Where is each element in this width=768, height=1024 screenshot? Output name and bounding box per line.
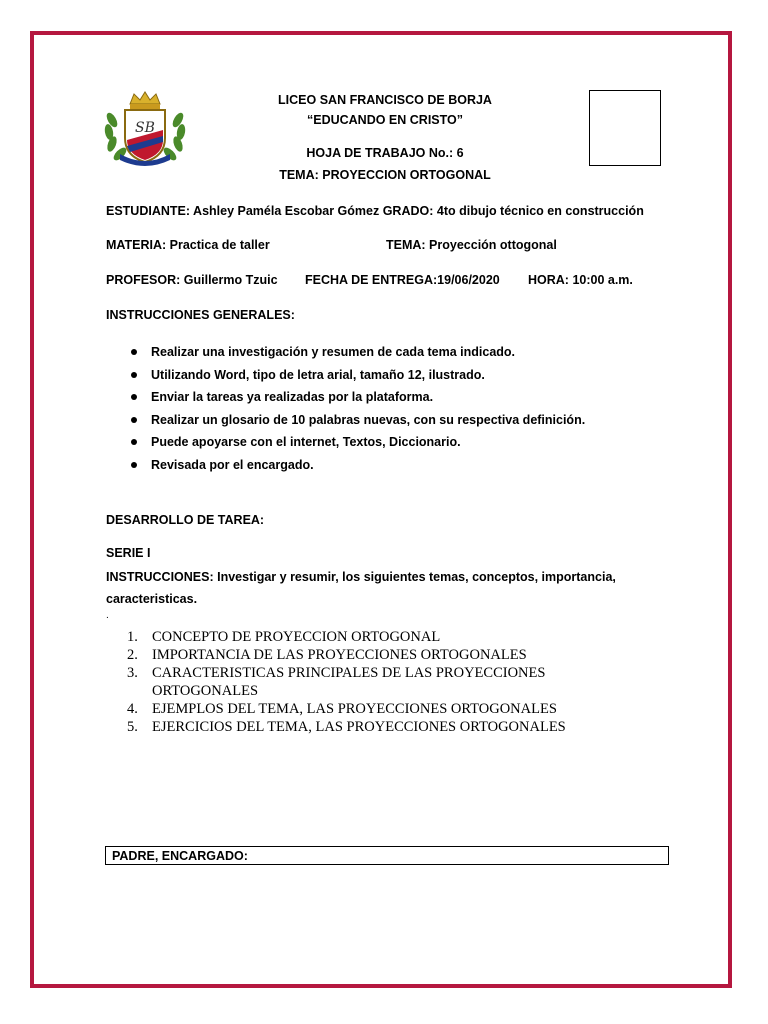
subject-topic: TEMA: Proyección ottogonal	[386, 238, 557, 252]
school-motto: “EDUCANDO EN CRISTO”	[306, 113, 464, 127]
photo-box	[589, 90, 661, 166]
list-item: 2. IMPORTANCIA DE LAS PROYECCIONES ORTOGONALES	[127, 647, 527, 663]
series-instructions-cont: caracteristicas.	[106, 592, 198, 606]
list-item: 1. CONCEPTO DE PROYECCION ORTOGONAL	[127, 629, 441, 645]
worksheet-topic: TEMA: PROYECCION ORTOGONAL	[279, 168, 491, 182]
bullet-icon	[131, 439, 137, 445]
due-time: HORA: 10:00 a.m.	[528, 273, 633, 287]
worksheet-number: HOJA DE TRABAJO No.: 6	[306, 146, 464, 160]
list-item: Utilizando Word, tipo de letra arial, tamaño 12, ilustrado.	[106, 365, 585, 388]
parent-signature-box[interactable]	[105, 846, 669, 865]
list-item: 4. EJEMPLOS DEL TEMA, LAS PROYECCIONES ORTOGONALES	[127, 701, 557, 717]
general-instructions-list	[106, 342, 585, 477]
development-title: DESARROLLO DE TAREA:	[106, 513, 265, 527]
list-item: Realizar una investigación y resumen de cada tema indicado.	[106, 342, 585, 365]
school-crest-logo	[100, 90, 190, 168]
list-item: Enviar la tareas ya realizadas por la plataforma.	[106, 387, 585, 410]
list-item: Puede apoyarse con el internet, Textos, Diccionario.	[106, 432, 585, 455]
bullet-icon	[131, 417, 137, 423]
bullet-icon	[131, 394, 137, 400]
list-item: 5. EJERCICIOS DEL TEMA, LAS PROYECCIONES ORTOGONALES	[127, 719, 566, 735]
list-item: 3. CARACTERISTICAS PRINCIPALES DE LAS PROYECCIONES ORTOGONALES	[127, 665, 546, 699]
teacher-label: PROFESOR: Guillermo Tzuic	[106, 273, 278, 287]
general-instructions-title: INSTRUCCIONES GENERALES:	[106, 308, 295, 322]
series-instructions: INSTRUCCIONES: Investigar y resumir, los siguientes temas, conceptos, importancia,	[106, 570, 616, 584]
list-item: Revisada por el encargado.	[106, 455, 585, 478]
school-name: LICEO SAN FRANCISCO DE BORJA	[278, 93, 492, 107]
bullet-icon	[131, 372, 137, 378]
parent-signature-label: PADRE, ENCARGADO:	[112, 849, 248, 863]
due-date: FECHA DE ENTREGA:19/06/2020	[305, 273, 500, 287]
stray-dot: .	[106, 610, 109, 621]
subject-label: MATERIA: Practica de taller	[106, 238, 270, 252]
list-item: Realizar un glosario de 10 palabras nuevas, con su respectiva definición.	[106, 410, 585, 433]
topics-list	[127, 628, 566, 736]
crest-letters: SB	[135, 120, 155, 136]
student-line: ESTUDIANTE: Ashley Paméla Escobar Gómez GRADO: 4to dibujo técnico en construcción	[106, 204, 644, 218]
bullet-icon	[131, 462, 137, 468]
series-label: SERIE I	[106, 546, 151, 560]
bullet-icon	[131, 349, 137, 355]
